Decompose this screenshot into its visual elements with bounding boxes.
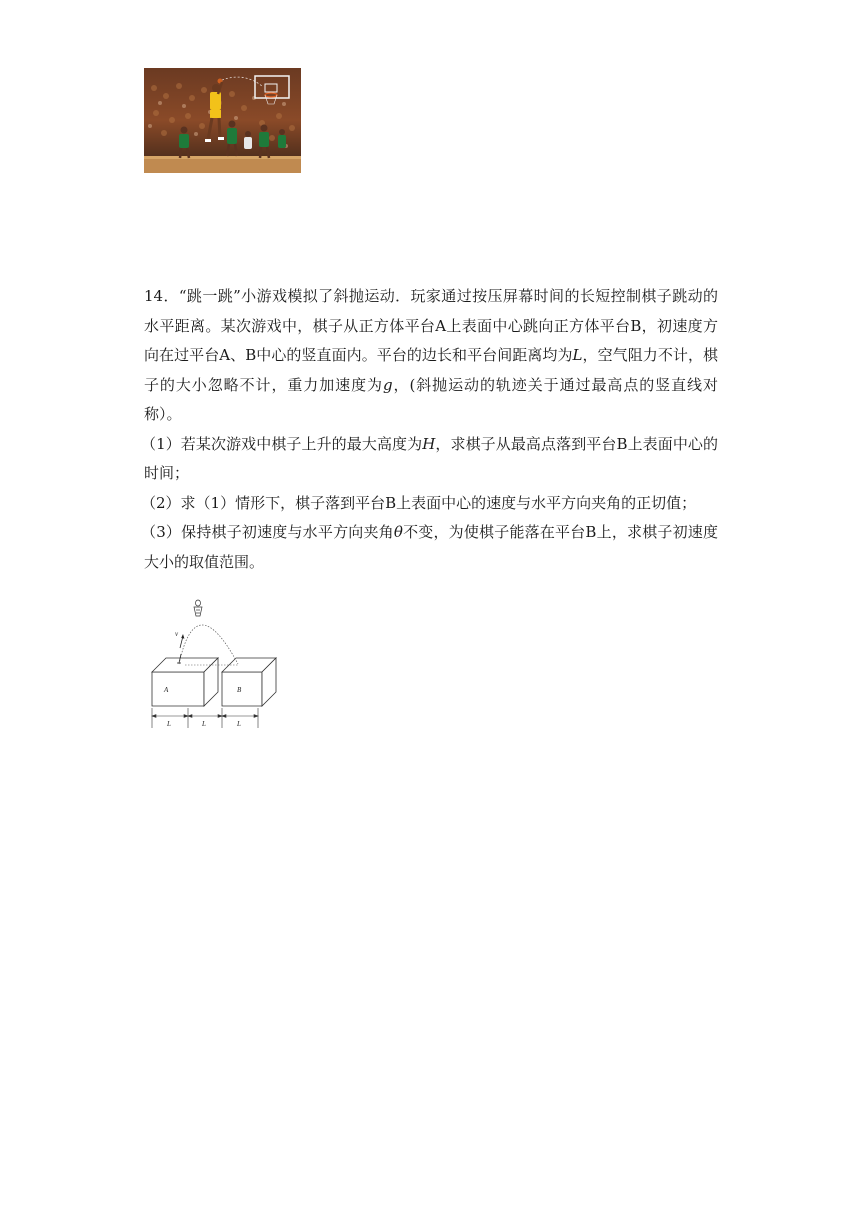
question-part-2: （2）求（1）情形下，棋子落到平台B上表面中心的速度与水平方向夹角的正切值； — [141, 493, 697, 512]
part-1-text-a: （1）若某次游戏中棋子上升的最大高度为 — [141, 434, 423, 453]
part-3-text-b: 不变，为使棋子能落在平台B上，求棋子初速度大小的取值范围。 — [144, 523, 719, 571]
question-intro-text-3: ，(斜抛运动的轨迹关于通过最高点的竖直线对称）。 — [144, 375, 718, 423]
velocity-label: v — [175, 630, 179, 638]
dimension-label-1: L — [167, 720, 171, 728]
variable-L: L — [572, 346, 583, 364]
question-intro-text-2: ，空气阻力不计，棋子的大小忽略不计，重力加速度为 — [144, 346, 718, 394]
dimension-label-3: L — [237, 720, 241, 728]
variable-H: H — [422, 434, 436, 453]
velocity-arrow-head — [181, 634, 184, 639]
question-intro — [144, 282, 718, 430]
question-part-1 — [141, 430, 719, 489]
question-intro-text-1: “跳一跳”小游戏模拟了斜抛运动．玩家通过按压屏幕时间的长短控制棋子跳动的水平距离。某次游戏中，棋子从正方体平台A上表面中心跳向正方体平台B，初速度方向在过平台A、B中心的竖直面内。平台的边长和平台间距离均为 — [144, 287, 718, 364]
part-3-text-a: （3）保持棋子初速度与水平方向夹角 — [141, 523, 394, 541]
basketball-photo — [144, 68, 301, 173]
game-piece-icon — [194, 600, 202, 616]
basketball-photo-image — [144, 68, 301, 173]
variable-theta: θ — [393, 523, 403, 541]
part-1-text-b: ，求棋子从最高点落到平台B上表面中心的时间； — [144, 434, 719, 482]
question-part-3 — [141, 518, 719, 577]
platform-diagram-svg — [148, 596, 282, 731]
platform-diagram — [148, 596, 282, 731]
cube-a-label: A — [164, 686, 169, 694]
cube-b-label: B — [237, 686, 242, 694]
variable-g: g — [382, 375, 393, 394]
question-14 — [141, 282, 719, 577]
dimension-label-2: L — [202, 720, 206, 728]
question-number: 14． — [144, 287, 179, 305]
